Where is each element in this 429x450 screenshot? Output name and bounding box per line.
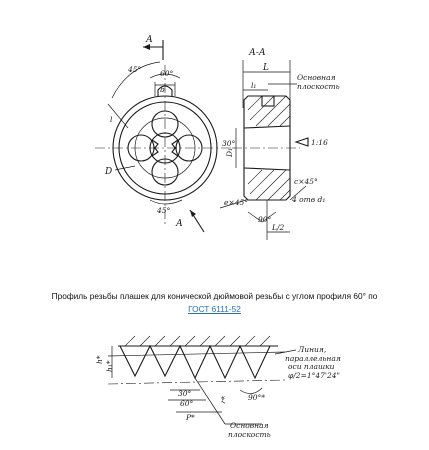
line-text-3: оси плашки (288, 362, 335, 371)
label-angle-30-section: 30° (222, 139, 236, 148)
label-h: h* (95, 355, 104, 364)
thread-teeth (120, 346, 270, 378)
label-L: L (263, 63, 269, 73)
figure-caption (10, 290, 419, 316)
section-hatch-lower (248, 170, 290, 200)
angle-45-bottom-arc (150, 200, 182, 204)
base-plane-2: плоскость (297, 82, 340, 91)
label-angle-45-top: 45° (128, 65, 142, 74)
section-arrow-bottom (190, 210, 196, 217)
leader-base-plane (195, 378, 225, 424)
gost-link[interactable]: ГОСТ 6111-52 (188, 304, 241, 314)
profile-base-line (108, 380, 285, 384)
label-D: D (105, 167, 113, 177)
label-l: l (110, 115, 113, 124)
base-plane-1: Основная (297, 73, 336, 82)
label-l1: l₁ (251, 81, 257, 90)
label-holes: 4 отв d₁ (292, 195, 326, 204)
label-r: r* (218, 394, 230, 405)
profile-hatch (125, 336, 270, 346)
label-D1: D₁ (225, 147, 234, 157)
label-b: b (160, 85, 165, 94)
line-text-1: Линия, (298, 345, 327, 354)
phi-text: φ/2=1°47'24" (288, 371, 340, 380)
section-title: А-А (249, 48, 266, 58)
parallel-axis-line (108, 352, 285, 356)
taper-symbol (296, 138, 308, 146)
profile-base-plane-2: плоскость (228, 430, 271, 439)
label-angle-60-profile: 60° (180, 399, 194, 408)
section-mark-top: А (146, 35, 153, 45)
leader-line-text (275, 350, 296, 354)
leader-D (115, 166, 135, 170)
die-outer-circle (113, 96, 217, 200)
label-angle-30-profile: 30° (178, 389, 192, 398)
label-angle-90-profile: 90°* (248, 393, 266, 402)
label-L-half: L/2 (272, 223, 285, 232)
label-c45: c×45° (294, 177, 318, 186)
label-P: P* (186, 413, 195, 422)
label-h1: h₁* (105, 360, 114, 372)
line-text-2: параллельная (285, 354, 341, 363)
section-hatch-upper (248, 96, 290, 126)
label-angle-90-section: 90° (258, 215, 272, 224)
caption-text: Профиль резьбы плашек для конической дюймовой резьбы с углом профиля 60° по (51, 291, 378, 301)
label-angle-60: 60° (160, 69, 174, 78)
section-mark-bottom: А (176, 219, 183, 229)
label-e45: e×45° (224, 198, 249, 207)
arc-90-profile (240, 388, 262, 394)
profile-base-plane-1: Основная (230, 421, 269, 430)
label-angle-45-bottom: 45° (157, 206, 171, 215)
label-taper: 1:16 (311, 138, 328, 147)
